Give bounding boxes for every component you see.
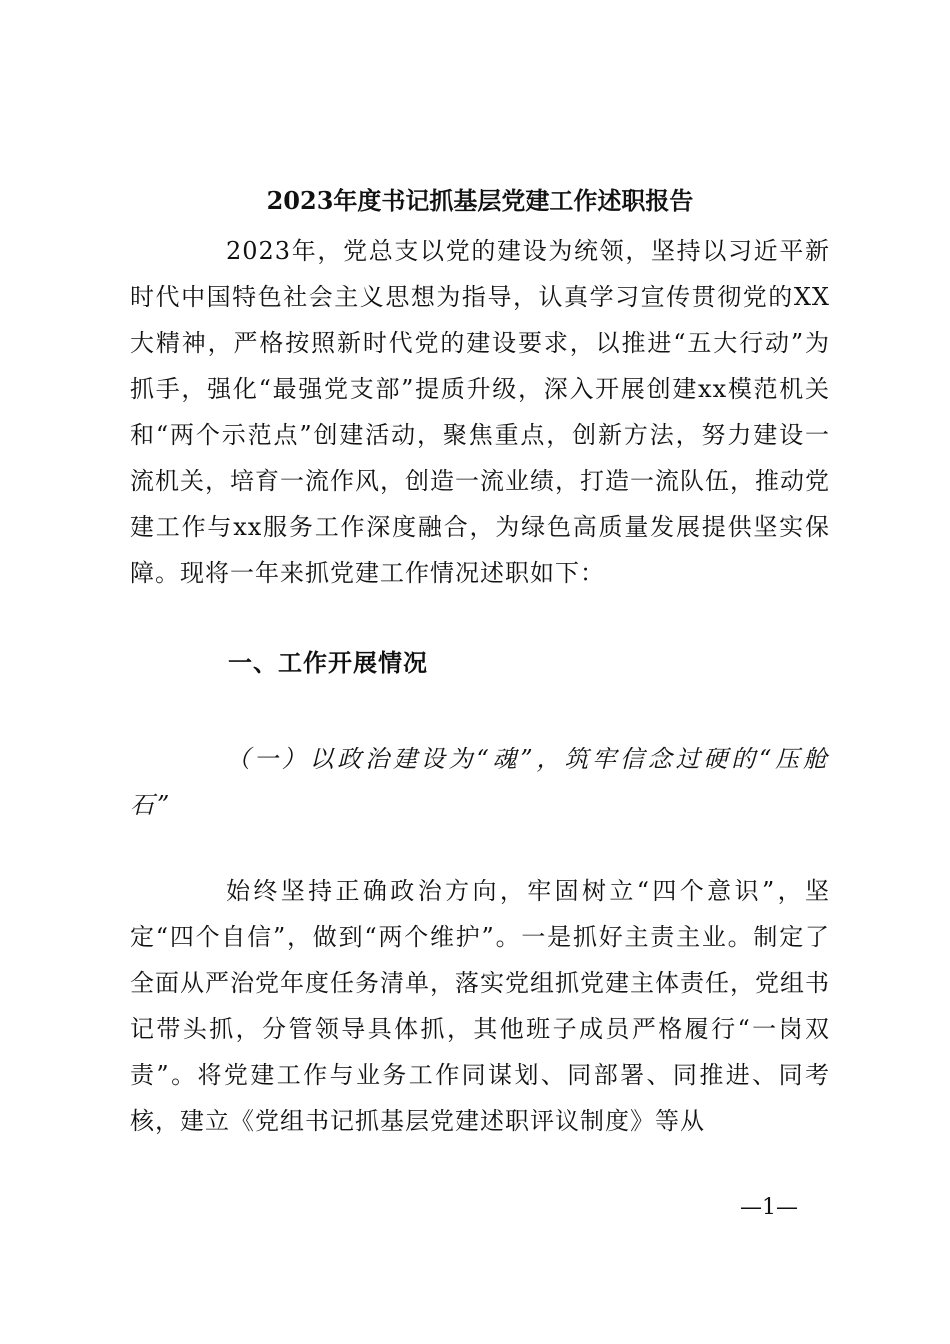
intro-paragraph: 2023年，党总支以党的建设为统领，坚持以习近平新时代中国特色社会主义思想为指导，认真学习宣传贯彻党的XX大精神，严格按照新时代党的建设要求，以推进“五大行动”为抓手，强化“最强党支部”提质升级，深入开展创建xx模范机关和“两个示范点”创建活动，聚焦重点，创新方法，努力建设一流机关，培育一流作风，创造一流业绩，打造一流队伍，推动党建工作与xx服务工作深度融合，为绿色高质量发展提供坚实保障。现将一年来抓党建工作情况述职如下： bbox=[130, 237, 830, 587]
section-heading: 一、工作开展情况 bbox=[228, 649, 428, 677]
document-title: 2023年度书记抓基层党建工作述职报告 bbox=[266, 186, 694, 215]
subsection-heading: （一）以政治建设为“魂”，筑牢信念过硬的“压舱石” bbox=[130, 745, 830, 819]
subsection-paragraph: 始终坚持正确政治方向，牢固树立“四个意识”，坚定“四个自信”，做到“两个维护”。一是抓好主责主业。制定了全面从严治党年度任务清单，落实党组抓党建主体责任，党组书记带头抓，分管领导具体抓，其他班子成员严格履行“一岗双责”。将党建工作与业务工作同谋划、同部署、同推进、同考核，建立《党组书记抓基层党建述职评议制度》等从 bbox=[130, 877, 830, 1135]
page-number: —1— bbox=[740, 1195, 798, 1220]
